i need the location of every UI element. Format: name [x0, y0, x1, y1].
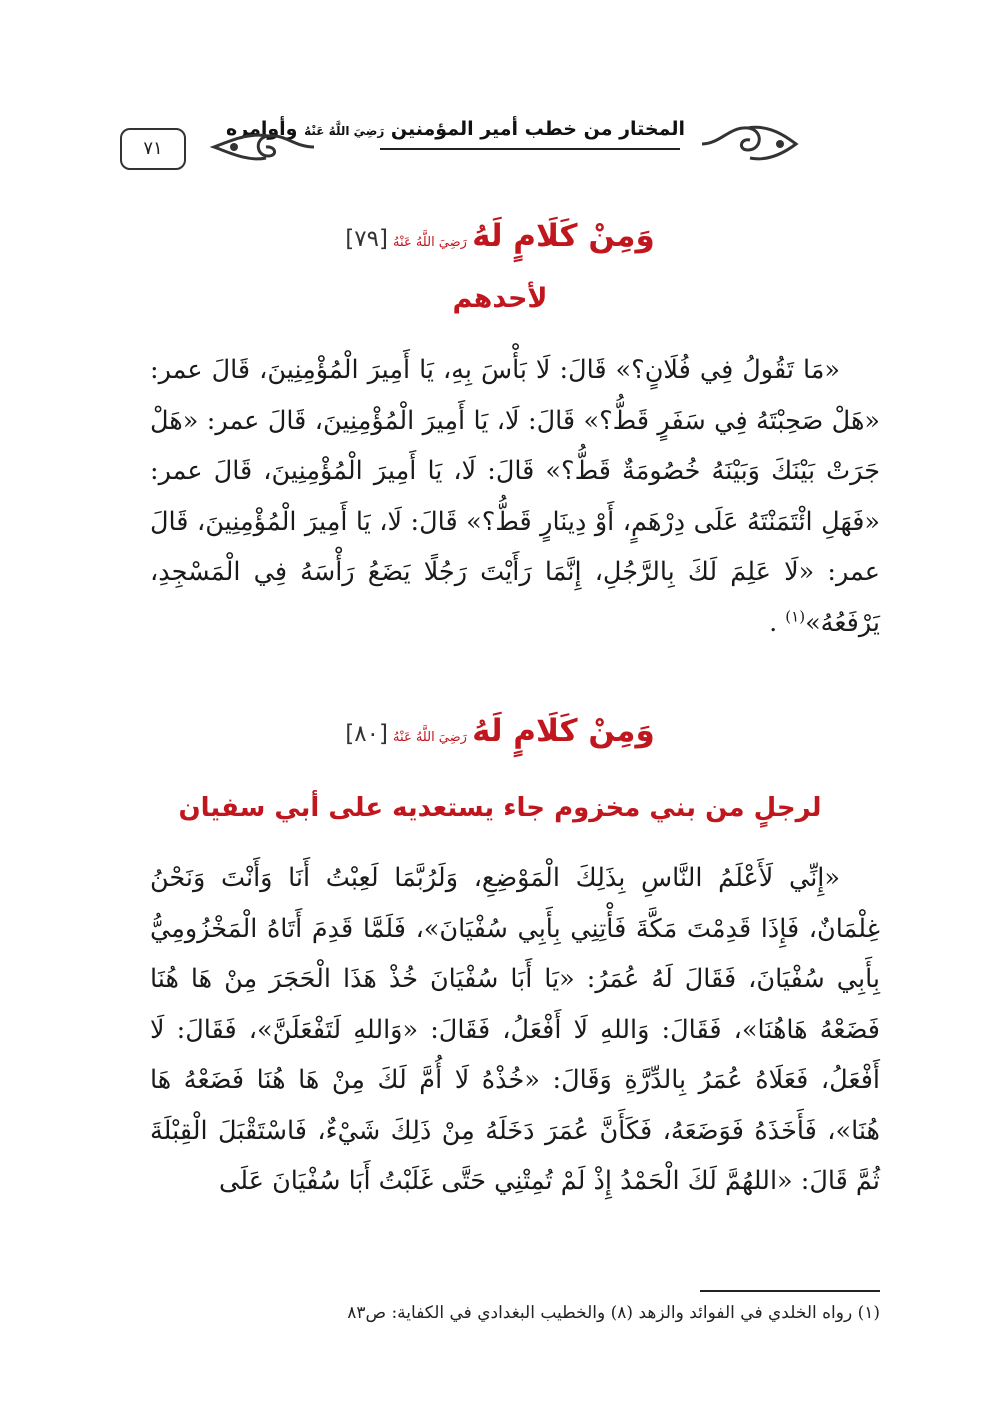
section-79-heading — [120, 218, 880, 254]
section-80-subheading: لرجلٍ من بني مخزوم جاء يستعديه على أبي سفيان — [178, 793, 822, 823]
section-80-body — [150, 853, 880, 1207]
section-80-paragraph: «إِنِّي لَأَعْلَمُ النَّاسِ بِذَلِكَ الْمَوْضِعِ، وَلَرُبَّمَا لَعِبْتُ أَنَا وَأَنْتَ وَنَحْنُ غِلْمَانٌ، فَإِذَا قَدِمْتَ مَكَّةَ فَأْتِنِي بِأَبِي سُفْيَانَ»، فَلَمَّا قَدِمَ أَتَاهُ الْمَخْزُومِيُّ بِأَبِي سُفْيَانَ، فَقَالَ لَهُ عُمَرُ: «يَا أَبَا سُفْيَانَ خُذْ هَذَا الْحَجَرَ مِنْ هَا هُنَا فَضَعْهُ هَاهُنَا»، فَقَالَ: وَاللهِ لَا أَفْعَلُ، فَقَالَ: «وَاللهِ لَتَفْعَلَنَّ»، فَقَالَ: لَا أَفْعَلُ، فَعَلَاهُ عُمَرُ بِالدِّرَّةِ وَقَالَ: «خُذْهُ لَا أُمَّ لَكَ مِنْ هَا هُنَا فَضَعْهُ هَا هُنَا»، فَأَخَذَهُ فَوَضَعَهُ، فَكَأَنَّ عُمَرَ دَخَلَهُ مِنْ ذَلِكَ شَيْءٌ، فَاسْتَقْبَلَ الْقِبْلَةَ ثُمَّ قَالَ: «اللهُمَّ لَكَ الْحَمْدُ إِذْ لَمْ تُمِتْنِي حَتَّى غَلَبْتُ أَبَا سُفْيَانَ عَلَى — [150, 863, 880, 1196]
book-title-text: المختار من خطب أمير المؤمنين — [390, 118, 685, 140]
section-80-honorific: رَضِيَ اللَّهُ عَنْهُ — [393, 730, 467, 745]
section-79-subheading: لأحدهم — [452, 283, 548, 314]
ornament-flourish-right-icon — [700, 116, 800, 172]
footnote-rule — [700, 1290, 880, 1292]
section-79-paragraph-end: . — [769, 607, 778, 638]
section-79-title: وَمِنْ كَلَامٍ لَهُ — [472, 218, 655, 254]
section-80-number: [٨٠] — [345, 721, 388, 747]
section-80-heading — [120, 713, 880, 749]
header-rule — [380, 148, 680, 150]
section-79-paragraph — [150, 345, 880, 648]
section-80-title: وَمِنْ كَلَامٍ لَهُ — [472, 713, 655, 749]
section-79-number: [٧٩] — [345, 226, 388, 252]
ornament-flourish-left-icon — [208, 128, 316, 166]
section-79-honorific: رَضِيَ اللَّهُ عَنْهُ — [393, 235, 467, 250]
book-title-suffix: وأوامره — [226, 118, 298, 140]
footnote-marker: (١) — [785, 607, 806, 625]
page-number: ٧١ — [120, 128, 186, 170]
footnote: (١) رواه الخلدي في الفوائد والزهد (٨) والخطيب البغدادي في الكفاية: ص٨٣ — [347, 1303, 880, 1323]
section-79-paragraph-text: «مَا تَقُولُ فِي فُلَانٍ؟» قَالَ: لَا بَأْسَ بِهِ، يَا أَمِيرَ الْمُؤْمِنِينَ، قَالَ عمر: «هَلْ صَحِبْتَهُ فِي سَفَرٍ قَطُّ؟» قَالَ: لَا، يَا أَمِيرَ الْمُؤْمِنِينَ، قَالَ عمر: «هَلْ جَرَتْ بَيْنَكَ وَبَيْنَهُ خُصُومَةٌ قَطُّ؟» قَالَ: لَا، يَا أَمِيرَ الْمُؤْمِنِينَ، قَالَ عمر: «فَهَلِ ائْتَمَنْتَهُ عَلَى دِرْهَمٍ، أَوْ دِينَارٍ قَطُّ؟» قَالَ: لَا، يَا أَمِيرَ الْمُؤْمِنِينَ، قَالَ عمر: «لَا عَلِمَ لَكَ بِالرَّجُلِ، إِنَّمَا رَأَيْتَ رَجُلًا يَضَعُ رَأْسَهُ فِي الْمَسْجِدِ، يَرْفَعُهُ» — [150, 355, 880, 638]
book-title-honorific: رَضِيَ اللَّهُ عَنْهُ — [304, 124, 385, 138]
section-79-body — [150, 345, 880, 648]
